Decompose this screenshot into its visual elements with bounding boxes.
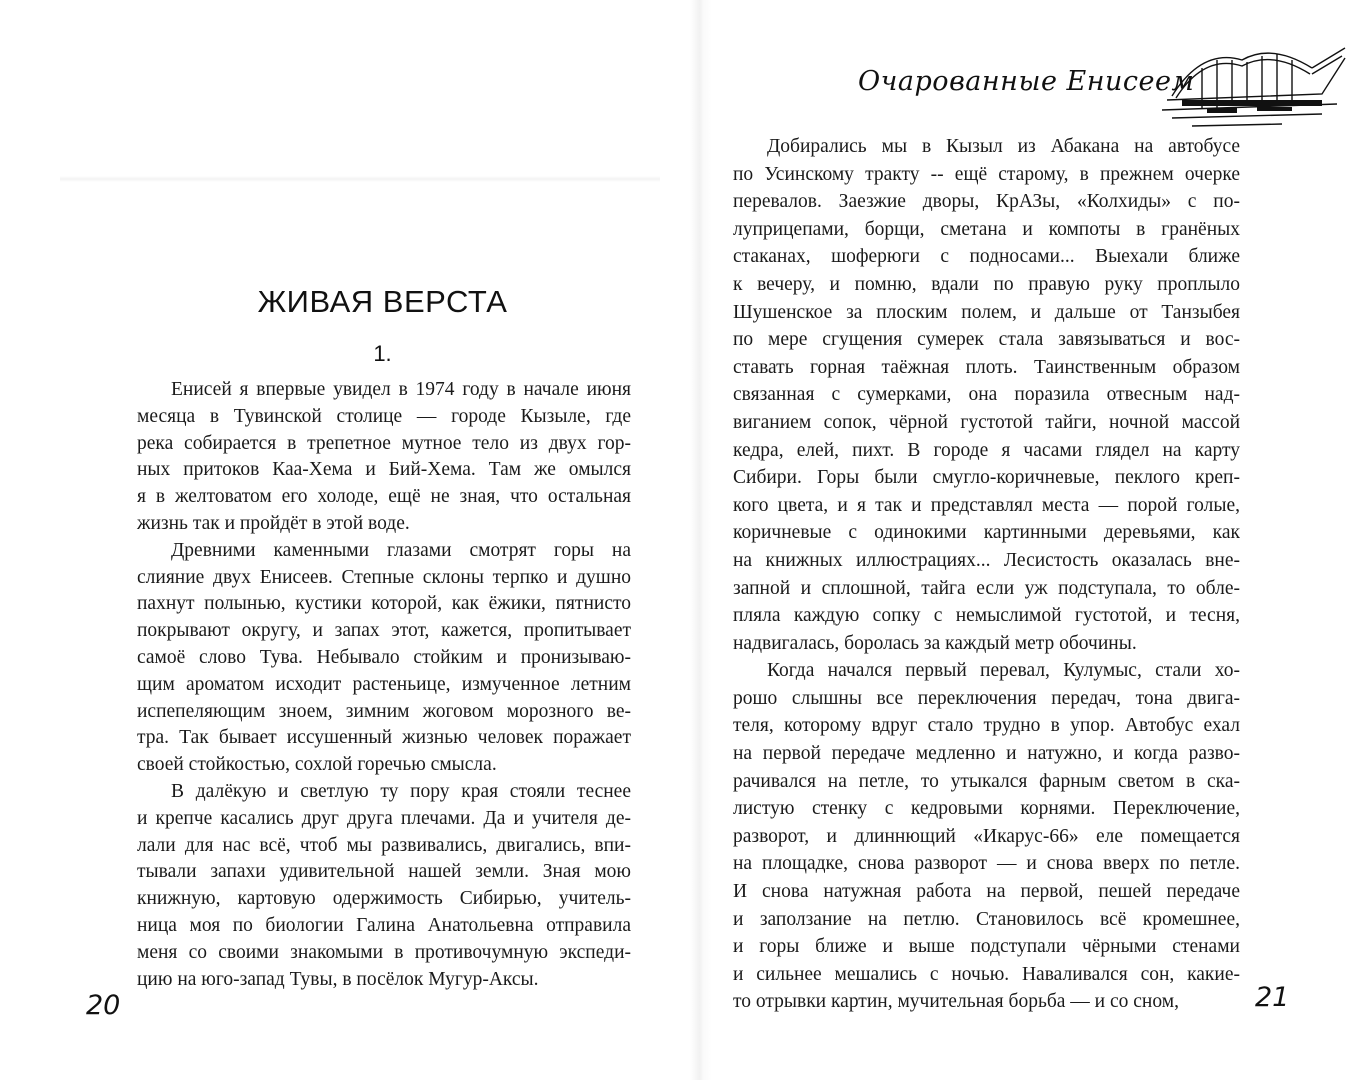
text-line: теля, которому вдруг стало трудно в упор. Автобус ехал	[733, 715, 1240, 737]
book-gutter	[690, 0, 712, 1080]
text-line: пляла каждую сопку с немыслимой густотой, и тесня,	[733, 605, 1240, 627]
text-line: коричневые с одинокими картинными деревьями, как	[733, 522, 1240, 544]
text-line: я в желтоватом его холоде, ещё не зная, что остальная	[137, 486, 631, 508]
left-page-body	[137, 377, 631, 993]
page-edge-shadow	[60, 176, 660, 182]
text-line: на первой передаче медленно и натужно, и когда разво-	[733, 743, 1240, 765]
text-line: И снова натужная работа на первой, пешей передаче	[733, 881, 1240, 903]
text-line: меня со своими знакомыми в противочумную экспеди-	[137, 941, 631, 963]
text-line: виганием сопок, чёрной густотой тайги, ночной массой	[733, 411, 1240, 433]
text-line: книжную, картовую одержимость Сибирью, учитель-	[137, 888, 631, 910]
text-line: лали для нас всё, чтоб мы развивались, двигались, впи-	[137, 834, 631, 856]
text-line: на книжных иллюстрациях... Лесистость оказалась вне-	[733, 549, 1240, 571]
text-line: ных притоков Каа-Хема и Бий-Хема. Там же омылся	[137, 459, 631, 481]
text-line: жизнь так и пройдёт в этой воде.	[137, 512, 410, 534]
text-line: по Усинскому тракту -- ещё старому, в прежнем очерке	[733, 163, 1240, 185]
text-line: самоё слово Тува. Небывало стойким и пронизываю-	[137, 646, 631, 668]
text-line: луприцепами, борщи, сметана и компоты в гранёных	[733, 218, 1240, 240]
chapter-title: ЖИВАЯ ВЕРСТА	[257, 284, 508, 319]
text-line: ница моя по биологии Галина Анатольевна отправила	[137, 914, 631, 936]
right-page-body	[733, 134, 1240, 1017]
running-head: Очарованные Енисеем	[858, 66, 1195, 97]
text-line: слияние двух Енисеев. Степные склоны терпко и душно	[137, 566, 631, 588]
section-number: 1.	[373, 341, 392, 366]
page-number-right: 21	[1255, 982, 1290, 1013]
paragraph	[733, 134, 1240, 658]
text-line: и сильнее мешались с ночью. Наваливался сон, какие-	[733, 963, 1240, 985]
text-line: кого цвета, и я так и представлял места — порой голые,	[733, 494, 1240, 516]
text-line: и крепче касались друг друга плечами. Да и учителя де-	[137, 807, 631, 829]
text-line: рошо слышны все переключения передач, тона двига-	[733, 687, 1240, 709]
text-line: то отрывки картин, мучительная борьба — и со сном,	[733, 991, 1179, 1013]
text-line: тра. Так бывает иссушенный жизнью человек поражает	[137, 727, 631, 749]
text-line: кедра, елей, пихт. В городе я часами глядел на карту	[733, 439, 1240, 461]
text-line: запной и сплошной, тайга если уж подступала, то обле-	[733, 577, 1240, 599]
text-line: Шушенское за плоским полем, и дальше от Танзыбея	[733, 301, 1240, 323]
paragraph	[137, 779, 631, 993]
text-line: рачивался на петле, то утыкался фарным светом в ска-	[733, 770, 1240, 792]
paragraph	[137, 538, 631, 779]
text-line: листую стенку с кедровыми корнями. Переключение,	[733, 798, 1240, 820]
text-line: Древними каменными глазами смотрят горы на	[171, 539, 631, 561]
text-line: Сибири. Горы были смугло-коричневые, пеклого креп-	[733, 467, 1240, 489]
text-line: месяца в Тувинской столице — городе Кызыле, где	[137, 405, 631, 427]
text-line: надвигалась, боролась за каждый метр обочины.	[733, 632, 1137, 654]
page-number-left: 20	[86, 990, 121, 1021]
text-line: пахнут полынью, кустики которой, как ёжики, пятнисто	[137, 593, 631, 615]
text-line: река собирается в трепетное мутное тело из двух гор-	[137, 432, 631, 454]
text-line: стаканах, шоферюги с подносами... Выехали ближе	[733, 246, 1240, 268]
text-line: и горы ближе и выше подступали чёрными стенами	[733, 936, 1240, 958]
text-line: покрывают округу, и запах этот, кажется, пропитывает	[137, 620, 631, 642]
text-line: по мере сгущения сумерек стала завязываться и вос-	[733, 329, 1240, 351]
paragraph	[733, 658, 1240, 1017]
text-line: перевалов. Заезжие дворы, КрАЗы, «Колхиды» с по-	[733, 191, 1240, 213]
text-line: Енисей я впервые увидел в 1974 году в начале июня	[171, 379, 631, 400]
text-line: на площадке, снова разворот — и снова вверх по петле.	[733, 853, 1240, 875]
text-line: к вечеру, и помню, вдали по правую руку проплыло	[733, 273, 1240, 295]
text-line: Добирались мы в Кызыл из Абакана на автобусе	[767, 136, 1240, 157]
text-line: испепеляющим зноем, зимним жоговом морозного ве-	[137, 700, 631, 722]
paragraph	[137, 377, 631, 538]
text-line: Когда начался первый перевал, Кулумыс, стали хо-	[767, 660, 1240, 682]
text-line: щим ароматом исходит растеньице, измученное летним	[137, 673, 631, 695]
text-line: В далёкую и светлую ту пору края стояли теснее	[171, 780, 631, 802]
bridge-illustration-icon	[1162, 38, 1347, 130]
text-line: и заползание на петлю. Становилось всё кромешнее,	[733, 908, 1240, 930]
text-line: тывали запахи удивительной нашей земли. Зная мою	[137, 861, 631, 883]
text-line: цию на юго-запад Тувы, в посёлок Мугур-Аксы.	[137, 968, 539, 990]
text-line: разворот, и длиннющий «Икарус-66» еле помещается	[733, 825, 1240, 847]
text-line: своей стойкостью, сохлой горечью смысла.	[137, 754, 497, 776]
text-line: связанная с сумерками, она поразила отвесным над-	[733, 384, 1240, 406]
text-line: ставать горная таёжная плоть. Таинственным образом	[733, 356, 1240, 378]
